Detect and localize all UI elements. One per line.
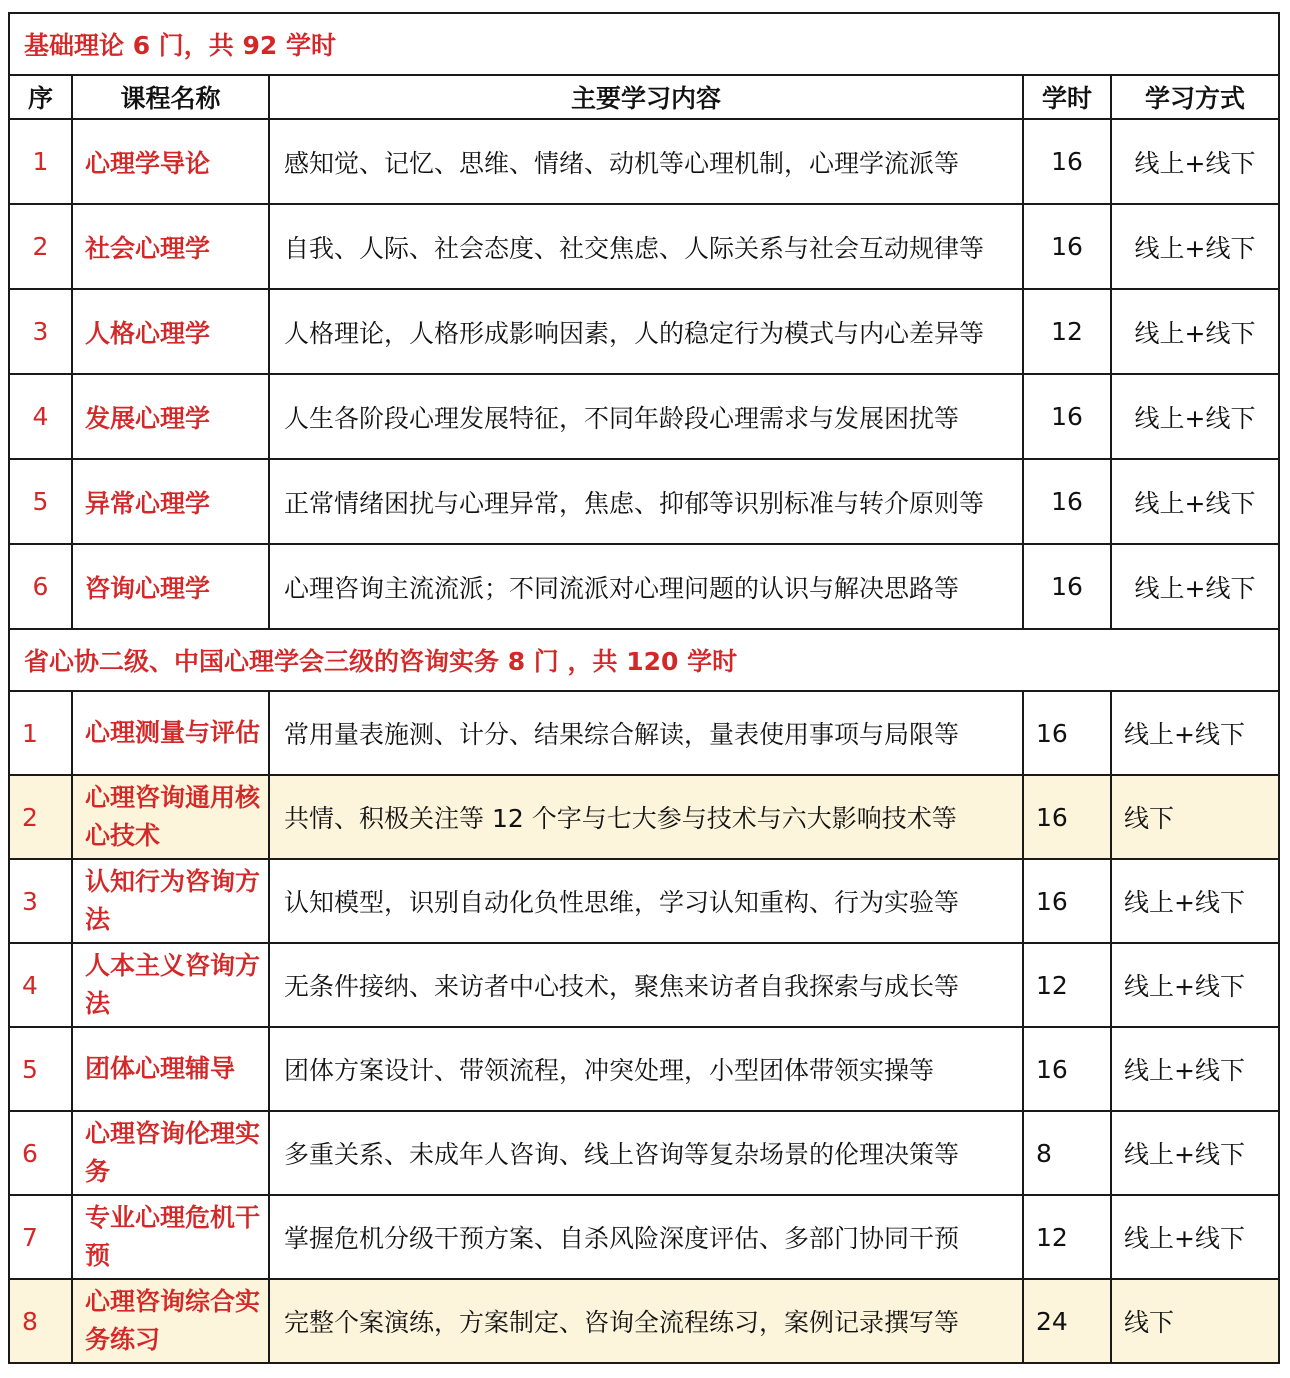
course-content: 感知觉、记忆、思维、情绪、动机等心理机制，心理学流派等	[269, 119, 1023, 204]
course-content: 人格理论，人格形成影响因素，人的稳定行为模式与内心差异等	[269, 289, 1023, 374]
row-no: 6	[9, 544, 72, 629]
row-no: 3	[9, 859, 72, 943]
course-mode: 线上+线下	[1111, 119, 1279, 204]
row-no: 6	[9, 1111, 72, 1195]
course-mode: 线上+线下	[1111, 204, 1279, 289]
course-hours: 16	[1023, 775, 1111, 859]
table-row	[9, 1195, 1279, 1279]
course-name: 团体心理辅导	[72, 1027, 269, 1111]
course-mode: 线下	[1111, 775, 1279, 859]
course-name: 发展心理学	[72, 374, 269, 459]
course-mode: 线上+线下	[1111, 691, 1279, 775]
table-row	[9, 289, 1279, 374]
table-row-highlighted	[9, 1279, 1279, 1363]
course-hours: 16	[1023, 374, 1111, 459]
course-content: 无条件接纳、来访者中心技术，聚焦来访者自我探索与成长等	[269, 943, 1023, 1027]
table-row	[9, 691, 1279, 775]
course-content: 人生各阶段心理发展特征，不同年龄段心理需求与发展困扰等	[269, 374, 1023, 459]
course-mode: 线下	[1111, 1279, 1279, 1363]
course-hours: 16	[1023, 204, 1111, 289]
table-row	[9, 859, 1279, 943]
table-row	[9, 943, 1279, 1027]
row-no: 3	[9, 289, 72, 374]
course-name: 人格心理学	[72, 289, 269, 374]
course-content: 共情、积极关注等 12 个字与七大参与技术与六大影响技术等	[269, 775, 1023, 859]
course-table-section2	[8, 628, 1280, 692]
course-content: 认知模型，识别自动化负性思维，学习认知重构、行为实验等	[269, 859, 1023, 943]
table-row	[9, 119, 1279, 204]
course-name: 心理咨询伦理实务	[72, 1111, 269, 1195]
course-hours: 12	[1023, 289, 1111, 374]
header-hours: 学时	[1023, 75, 1111, 119]
row-no: 2	[9, 204, 72, 289]
row-no: 1	[9, 691, 72, 775]
course-hours: 8	[1023, 1111, 1111, 1195]
course-mode: 线上+线下	[1111, 544, 1279, 629]
course-hours: 16	[1023, 119, 1111, 204]
course-name: 咨询心理学	[72, 544, 269, 629]
course-hours: 16	[1023, 544, 1111, 629]
course-content: 心理咨询主流流派；不同流派对心理问题的认识与解决思路等	[269, 544, 1023, 629]
course-content: 多重关系、未成年人咨询、线上咨询等复杂场景的伦理决策等	[269, 1111, 1023, 1195]
header-no: 序	[9, 75, 72, 119]
course-mode: 线上+线下	[1111, 374, 1279, 459]
column-header-row	[9, 75, 1279, 119]
course-name: 心理测量与评估	[72, 691, 269, 775]
course-mode: 线上+线下	[1111, 943, 1279, 1027]
header-content: 主要学习内容	[269, 75, 1023, 119]
course-hours: 12	[1023, 1195, 1111, 1279]
course-name: 人本主义咨询方法	[72, 943, 269, 1027]
course-mode: 线上+线下	[1111, 1111, 1279, 1195]
table-row-highlighted	[9, 775, 1279, 859]
course-name: 认知行为咨询方法	[72, 859, 269, 943]
course-content: 掌握危机分级干预方案、自杀风险深度评估、多部门协同干预	[269, 1195, 1023, 1279]
course-mode: 线上+线下	[1111, 859, 1279, 943]
course-mode: 线上+线下	[1111, 1195, 1279, 1279]
row-no: 4	[9, 374, 72, 459]
course-hours: 16	[1023, 459, 1111, 544]
course-hours: 16	[1023, 1027, 1111, 1111]
course-name: 社会心理学	[72, 204, 269, 289]
course-content: 常用量表施测、计分、结果综合解读，量表使用事项与局限等	[269, 691, 1023, 775]
course-table	[8, 12, 1280, 630]
section1-header-row	[9, 13, 1279, 75]
course-content: 完整个案演练，方案制定、咨询全流程练习，案例记录撰写等	[269, 1279, 1023, 1363]
header-course-name: 课程名称	[72, 75, 269, 119]
course-mode: 线上+线下	[1111, 1027, 1279, 1111]
course-mode: 线上+线下	[1111, 459, 1279, 544]
row-no: 2	[9, 775, 72, 859]
course-hours: 16	[1023, 859, 1111, 943]
course-name: 专业心理危机干预	[72, 1195, 269, 1279]
course-content: 正常情绪困扰与心理异常，焦虑、抑郁等识别标准与转介原则等	[269, 459, 1023, 544]
row-no: 7	[9, 1195, 72, 1279]
section2-header-row	[9, 629, 1279, 691]
course-name: 心理学导论	[72, 119, 269, 204]
row-no: 8	[9, 1279, 72, 1363]
course-content: 团体方案设计、带领流程，冲突处理，小型团体带领实操等	[269, 1027, 1023, 1111]
table-row	[9, 204, 1279, 289]
row-no: 4	[9, 943, 72, 1027]
course-name: 心理咨询综合实务练习	[72, 1279, 269, 1363]
course-hours: 16	[1023, 691, 1111, 775]
section2-title: 省心协二级、中国心理学会三级的咨询实务 8 门 ，共 120 学时	[9, 629, 1279, 691]
table-row	[9, 1027, 1279, 1111]
table-row	[9, 459, 1279, 544]
course-mode: 线上+线下	[1111, 289, 1279, 374]
table-row	[9, 1111, 1279, 1195]
course-hours: 24	[1023, 1279, 1111, 1363]
course-hours: 12	[1023, 943, 1111, 1027]
course-name: 异常心理学	[72, 459, 269, 544]
course-content: 自我、人际、社会态度、社交焦虑、人际关系与社会互动规律等	[269, 204, 1023, 289]
course-table-section2-body	[8, 690, 1280, 1364]
row-no: 5	[9, 1027, 72, 1111]
table-row	[9, 544, 1279, 629]
header-mode: 学习方式	[1111, 75, 1279, 119]
table-row	[9, 374, 1279, 459]
course-table-container	[8, 12, 1278, 1364]
row-no: 1	[9, 119, 72, 204]
course-name: 心理咨询通用核心技术	[72, 775, 269, 859]
section1-title: 基础理论 6 门，共 92 学时	[9, 13, 1279, 75]
row-no: 5	[9, 459, 72, 544]
